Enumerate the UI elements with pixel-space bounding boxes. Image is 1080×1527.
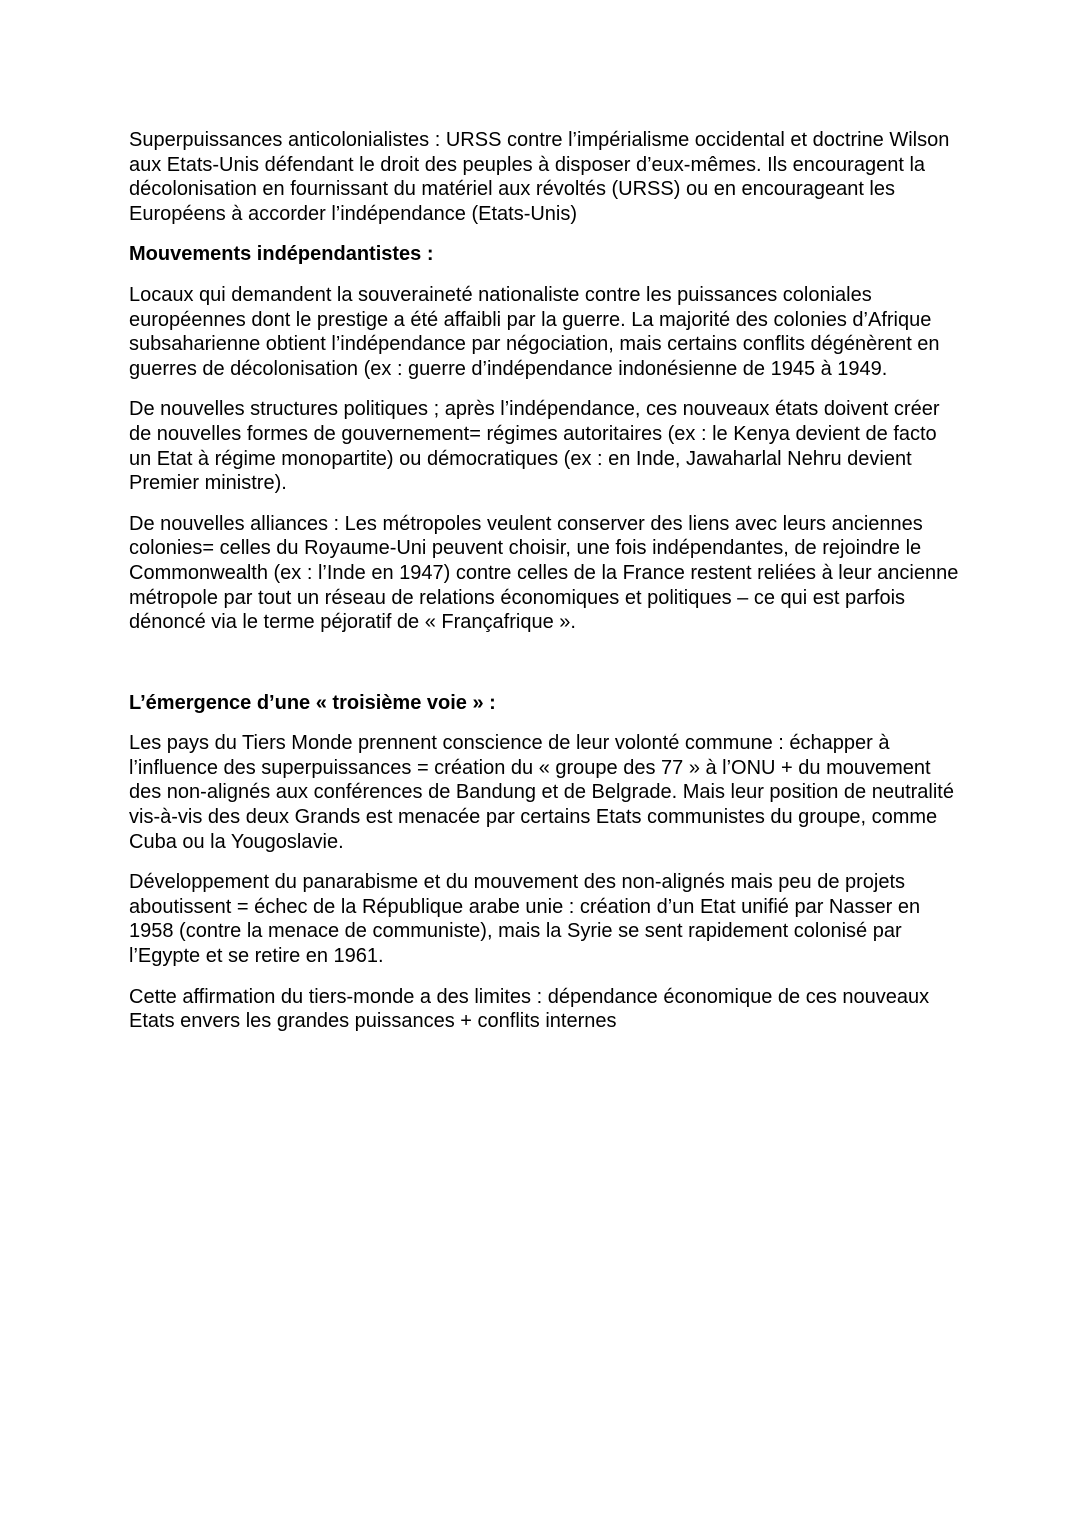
section-spacer [129, 651, 960, 691]
paragraph-limites: Cette affirmation du tiers-monde a des limites : dépendance économique de ces nouveaux Etats envers les grandes puissances + conflits internes [129, 985, 930, 1033]
paragraph-locaux: Locaux qui demandent la souveraineté nationaliste contre les puissances coloniales européennes dont le prestige a été affaibli par la guerre. La majorité des colonies d’Afrique subsaharienne obtient l’indépendance par négociation, mais certains conflits dégénèrent en guerres de décolonisation (ex : guerre d’indépendance indonésienne de 1945 à 1949. [129, 283, 940, 380]
heading-mouvements-independantistes: Mouvements indépendantistes : [129, 243, 434, 266]
paragraph-alliances: De nouvelles alliances : Les métropoles veulent conserver des liens avec leurs anciennes colonies= celles du Royaume-Uni peuvent choisir, une fois indépendantes, de rejoindre le Commonwealth (ex : l’Inde en 1947) contre celles de la France restent reliées à leur ancienne métropole par tout un réseau de relations économiques et politiques – ce qui est parfois dénoncé via le terme péjoratif de « Françafrique ». [129, 512, 959, 634]
paragraph-superpuissances: Superpuissances anticolonialistes : URSS contre l’impérialisme occidental et doctrine Wilson aux Etats-Unis défendant le droit des peuples à disposer d’eux-mêmes. Ils encouragent la décolonisation en fournissant du matériel aux révoltés (URSS) ou en encourageant les Européens à accorder l’indépendance (Etats-Unis) [129, 129, 950, 225]
paragraph-panarabisme: Développement du panarabisme et du mouvement des non-alignés mais peu de projets aboutissent = échec de la République arabe unie : création d’un Etat unifié par Nasser en 1958 (contre la menace de communiste), mais la Syrie se sent rapidement colonisé par l’Egypte et se retire en 1961. [129, 871, 921, 968]
paragraph-structures-politiques: De nouvelles structures politiques ; après l’indépendance, ces nouveaux états doivent créer de nouvelles formes de gouvernement= régimes autoritaires (ex : le Kenya devient de facto un Etat à régime monopartite) ou démocratiques (ex : en Inde, Jawaharlal Nehru devient Premier ministre). [129, 398, 940, 495]
heading-troisieme-voie: L’émergence d’une « troisième voie » : [129, 691, 496, 714]
paragraph-tiers-monde: Les pays du Tiers Monde prennent conscience de leur volonté commune : échapper à l’influence des superpuissances = création du « groupe des 77 » à l’ONU + du mouvement des non-alignés aux conférences de Bandung et de Belgrade. Mais leur position de neutralité vis-à-vis des deux Grands est menacée par certains Etats communistes du groupe, comme Cuba ou la Yougoslavie. [129, 732, 954, 853]
